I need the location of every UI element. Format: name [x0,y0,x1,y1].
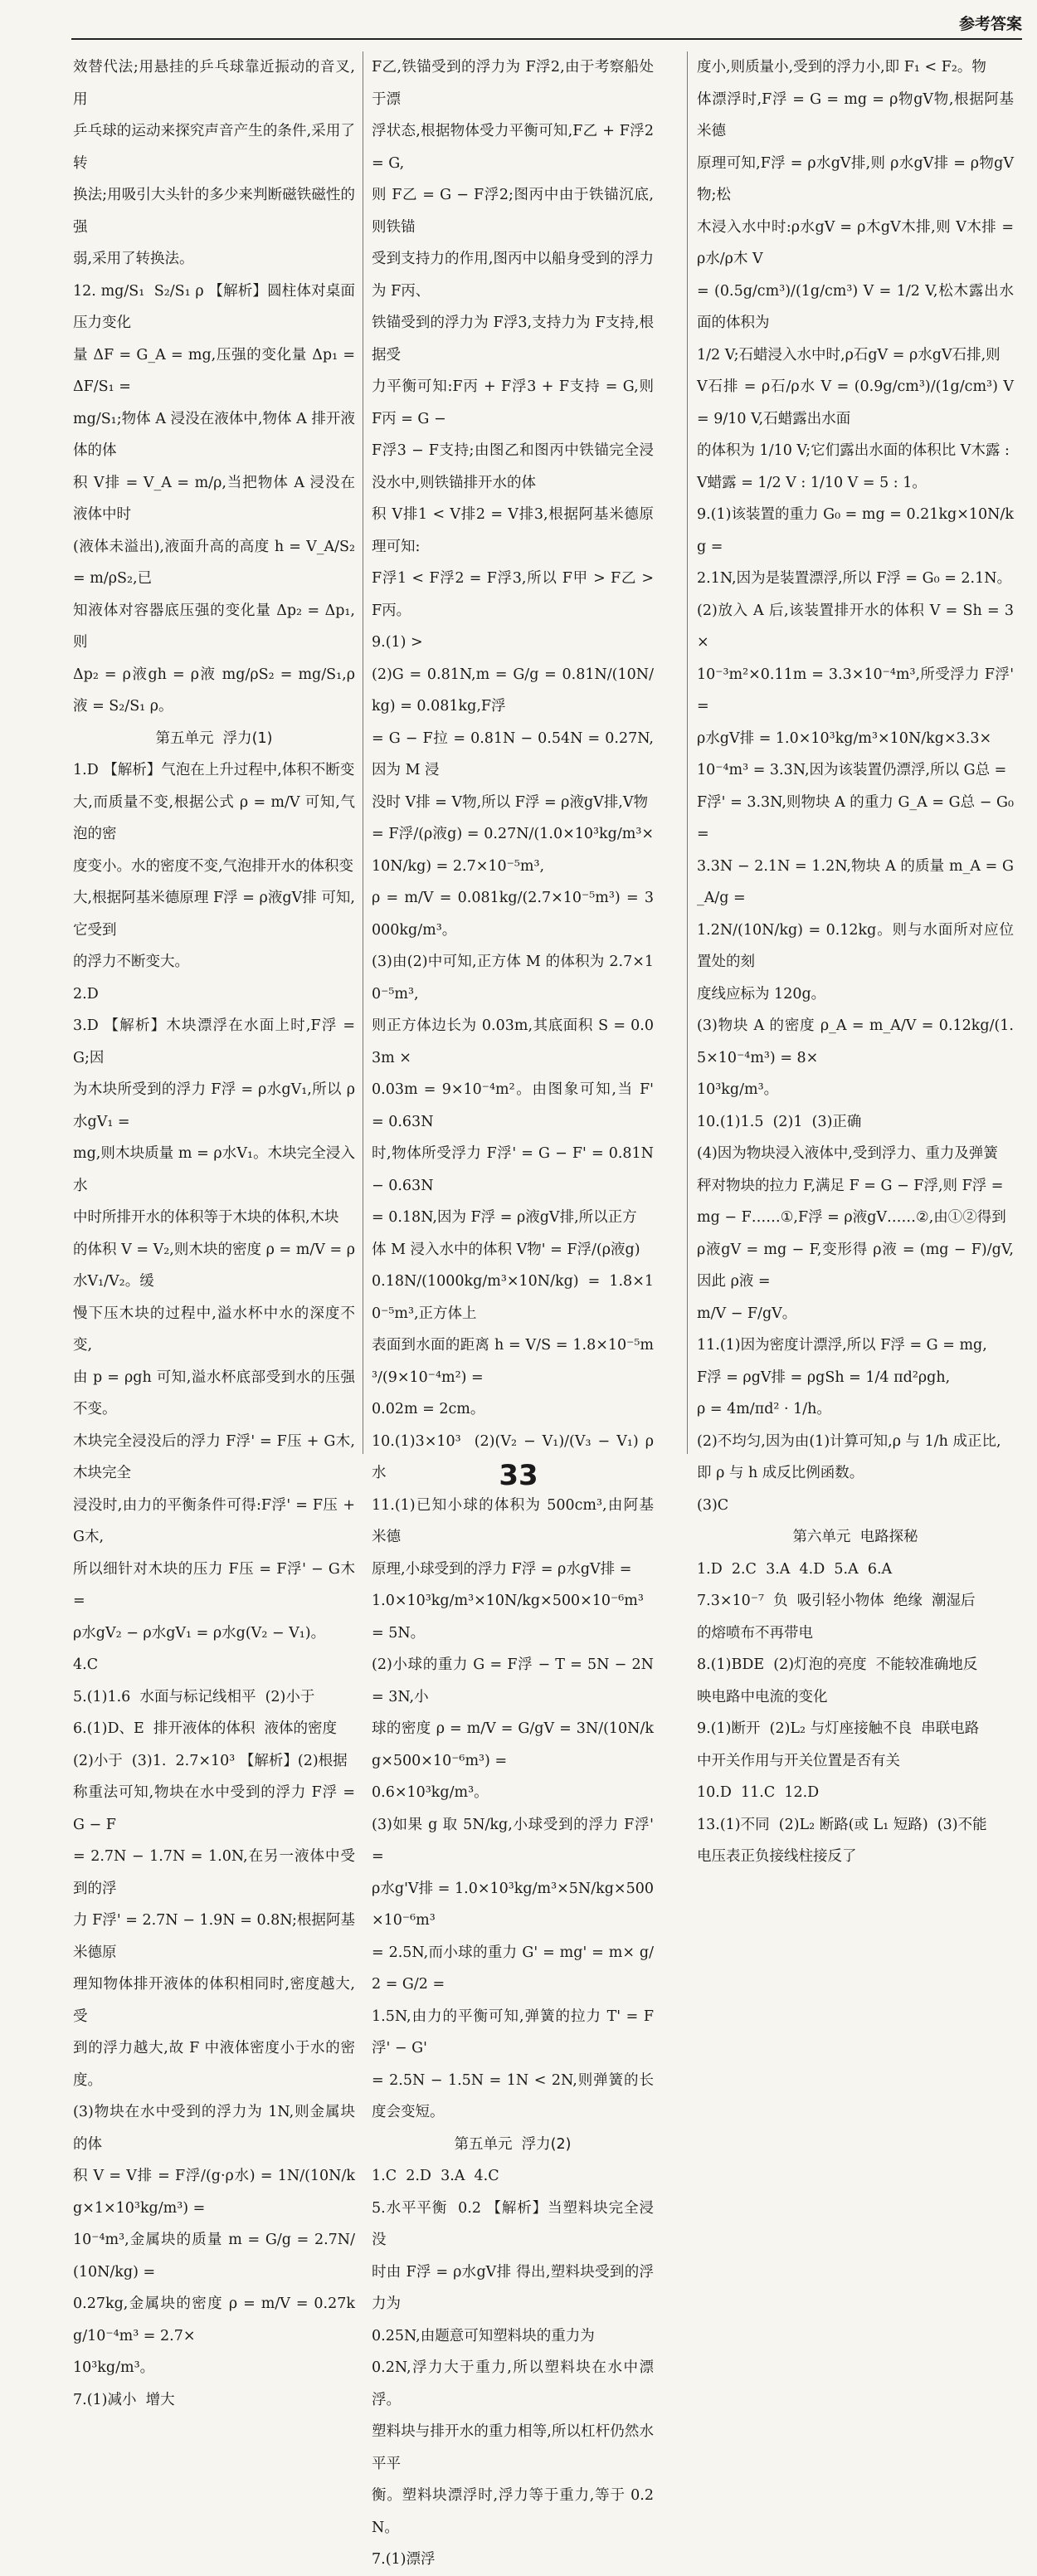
text-line: 木块完全浸没后的浮力 F浮' = F压 + G木,木块完全 [73,1432,355,1481]
text-line: 体 M 浸入水中的体积 V物' = F浮/(ρ液g) [372,1241,640,1258]
text-line: 量 ΔF = G_A = mg,压强的变化量 Δp₁ = ΔF/S₁ = [73,346,360,395]
text-line: 效替代法;用悬挂的乒乓球靠近振动的音叉,用 [73,59,355,108]
text-line: 所以细针对木块的压力 F压 = F浮' − G木 = [73,1560,360,1609]
text-line: 时由 F浮 = ρ水gV排 得出,塑料块受到的浮力为 [372,2263,654,2312]
page-number: 33 [499,1459,538,1492]
text-line: 原理,小球受到的浮力 F浮 = ρ水gV排 = [372,1560,632,1578]
text-line: 5.(1)1.6 水面与标记线相平 (2)小于 [73,1688,315,1705]
text-line: V石排 = ρ石/ρ水 V = (0.9g/cm³)/(1g/cm³) V = 9/10 V,石蜡露出水面 [697,378,1019,427]
text-line: 1.C 2.D 3.A 4.C [372,2168,499,2184]
text-line: (3)如果 g 取 5N/kg,小球受到的浮力 F浮' = [372,1816,659,1865]
text-line: 则正方体边长为 0.03m,其底面积 S = 0.03m × [372,1017,654,1066]
text-line: 积 V排1 < V排2 = V排3,根据阿基米德原理可知: [372,506,654,555]
text-line: ρ = m/V = 0.081kg/(2.7×10⁻⁵m³) = 3000kg/m³。 [372,890,654,939]
text-line: 2.1N,因为是装置漂浮,所以 F浮 = G₀ = 2.1N。 [697,570,1012,587]
text-line: 体漂浮时,F浮 = G = mg = ρ物gV物,根据阿基米德 [697,90,1014,139]
text-line: 浸没时,由力的平衡条件可得:F浮' = F压 + G木, [73,1496,360,1545]
text-line: 1.D 2.C 3.A 4.D 5.A 6.A [697,1560,893,1578]
text-line: 10.(1)3×10³ (2)(V₂ − V₁)/(V₃ − V₁) ρ水 [372,1432,654,1481]
text-line: 6.(1)D、E 排开液体的体积 液体的密度 [73,1720,338,1737]
text-line: 为木块所受到的浮力 F浮 = ρ水gV₁,所以 ρ水gV₁ = [73,1081,355,1130]
text-line: Δp₂ = ρ液gh = ρ液 mg/ρS₂ = mg/S₁,ρ液 = S₂/S₁ ρ。 [73,666,355,715]
text-line: 电压表正负接线柱接反了 [697,1848,857,1865]
text-line: = 2.5N − 1.5N = 1N < 2N,则弹簧的长度会变短。 [372,2071,654,2120]
text-line: 0.2N,浮力大于重力,所以塑料块在水中漂浮。 [372,2359,654,2408]
text-line: 原理可知,F浮 = ρ水gV排,则 ρ水gV排 = ρ物gV物;松 [697,154,1014,203]
text-line: 积 V = V排 = F浮/(g·ρ水) = 1N/(10N/kg×1×10³kg/m³) = [73,2168,355,2217]
text-line: 11.(1)已知小球的体积为 500cm³,由阿基米德 [372,1496,654,1545]
text-line: 3.3N − 2.1N = 1.2N,物块 A 的质量 m_A = G_A/g = [697,857,1014,906]
text-line: 0.27kg,金属块的密度 ρ = m/V = 0.27kg/10⁻⁴m³ = 2.7× [73,2295,355,2344]
text-line: 即 ρ 与 h 成反比例函数。 [697,1465,864,1481]
text-line: ρ水g'V排 = 1.0×10³kg/m³×5N/kg×500×10⁻⁶m³ [372,1880,654,1929]
text-line: 力 F浮' = 2.7N − 1.9N = 0.8N;根据阿基米德原 [73,1912,355,1961]
text-line: 时,物体所受浮力 F浮' = G − F' = 0.81N − 0.63N [372,1145,659,1194]
text-line: 慢下压木块的过程中,溢水杯中水的深度不变, [73,1305,355,1354]
text-line: 大,而质量不变,根据公式 ρ = m/V 可知,气泡的密 [73,793,355,842]
text-line: 则 F乙 = G − F浮2;图丙中由于铁锚沉底,则铁锚 [372,187,654,236]
page-header-label: 参考答案 [958,15,1022,33]
text-line: mg/S₁;物体 A 浸没在液体中,物体 A 排开液体的体 [73,410,355,459]
text-line: = (0.5g/cm³)/(1g/cm³) V = 1/2 V,松木露出水面的体积为 [697,282,1014,331]
text-line: 13.(1)不同 (2)L₂ 断路(或 L₁ 短路) (3)不能 [697,1816,987,1833]
text-line: (2)放入 A 后,该装置排开水的体积 V = Sh = 3× [697,602,1014,651]
text-line: 10⁻⁴m³,金属块的质量 m = G/g = 2.7N/(10N/kg) = [73,2232,355,2281]
text-line: ρ = 4m/πd² · 1/h。 [697,1401,831,1417]
section-heading: 第五单元 浮力(1) [155,729,273,747]
text-line: 1.D 【解析】气泡在上升过程中,体积不断变 [73,762,355,778]
text-column-left [73,51,360,2416]
text-line: 8.(1)BDE (2)灯泡的亮度 不能较准确地反 [697,1656,978,1673]
text-line: 力平衡可知:F丙 + F浮3 + F支持 = G,则 F丙 = G − [372,378,659,427]
text-line: V蜡露 = 1/2 V : 1/10 V = 5 : 1。 [697,474,927,491]
text-line: ρ液gV = mg − F,变形得 ρ液 = (mg − F)/gV,因此 ρ液 = [697,1241,1014,1290]
text-line: F乙,铁锚受到的浮力为 F浮2,由于考察船处于漂 [372,59,654,108]
text-line: F浮 = ρgV排 = ρgSh = 1/4 πd²ρgh, [697,1368,951,1386]
text-line: 12. mg/S₁ S₂/S₁ ρ 【解析】圆柱体对桌面压力变化 [73,282,355,331]
text-line: 10⁻⁴m³ = 3.3N,因为该装置仍漂浮,所以 G总 = [697,762,1007,778]
text-line: 的体积为 1/10 V;它们露出水面的体积比 V木露 : [697,442,1010,459]
text-line: 10.(1)1.5 (2)1 (3)正确 [697,1113,862,1130]
text-line: 中开关作用与开关位置是否有关 [697,1752,900,1769]
text-line: 弱,采用了转换法。 [73,251,194,267]
text-line: = 2.7N − 1.7N = 1.0N,在另一液体中受到的浮 [73,1848,355,1897]
section-heading: 第六单元 电路探秘 [792,1529,918,1545]
text-line: 知液体对容器底压强的变化量 Δp₂ = Δp₁,则 [73,602,355,651]
text-line: (2)不均匀,因为由(1)计算可知,ρ 与 1/h 成正比, [697,1432,1001,1450]
text-line: (2)小于 (3)1. 2.7×10³ 【解析】(2)根据 [73,1752,348,1769]
text-line: 0.25N,由题意可知塑料块的重力为 [372,2327,595,2344]
text-line: = F浮/(ρ液g) = 0.27N/(1.0×10³kg/m³×10N/kg) = 2.7×10⁻⁵m³, [372,826,654,875]
text-line: 10³kg/m³。 [73,2359,155,2376]
text-line: 没时 V排 = V物,所以 F浮 = ρ液gV排,V物 [372,793,649,811]
text-line: 由 p = ρgh 可知,溢水杯底部受到水的压强不变。 [73,1368,355,1417]
text-line: 衡。塑料块漂浮时,浮力等于重力,等于 0.2N。 [372,2487,654,2536]
text-line: F浮1 < F浮2 = F浮3,所以 F甲 > F乙 > F丙。 [372,570,659,619]
text-line: 乒乓球的运动来探究声音产生的条件,采用了转 [73,123,355,172]
text-line: mg − F……①,F浮 = ρ液gV……②,由①②得到 [697,1209,1006,1226]
text-line: 1.0×10³kg/m³×10N/kg×500×10⁻⁶m³ = 5N。 [372,1593,649,1642]
text-line: 浮状态,根据物体受力平衡可知,F乙 + F浮2 = G, [372,123,659,172]
text-column-right [697,51,1019,1873]
text-line: 7.(1)减小 增大 [73,2391,175,2408]
text-line: 度线应标为 120g。 [697,985,826,1003]
text-line: 映电路中电流的变化 [697,1688,828,1705]
text-line: (3)C [697,1496,729,1514]
text-line: 1/2 V;石蜡浸入水中时,ρ石gV = ρ水gV石排,则 [697,346,1000,363]
text-line: 9.(1)断开 (2)L₂ 与灯座接触不良 串联电路 [697,1720,980,1737]
text-line: 9.(1) > [372,634,423,651]
text-line: 大,根据阿基米德原理 F浮 = ρ液gV排 可知,它受到 [73,890,355,939]
text-line: 10⁻³m²×0.11m = 3.3×10⁻⁴m³,所受浮力 F浮' = [697,666,1019,715]
text-line: 0.02m = 2cm。 [372,1401,485,1417]
text-line: F浮' = 3.3N,则物块 A 的重力 G_A = G总 − G₀ = [697,793,1019,842]
text-line: F浮3 − F支持;由图乙和图丙中铁锚完全浸没水中,则铁锚排开水的体 [372,442,654,491]
text-line: 7.(1)漂浮 [372,2551,436,2568]
text-line: (液体未溢出),液面升高的高度 h = V_A/S₂ = m/ρS₂,已 [73,538,360,587]
header-rule [71,38,1022,40]
text-line: 中时所排开水的体积等于木块的体积,木块 [73,1209,339,1226]
text-line: ρ水gV₂ − ρ水gV₁ = ρ水g(V₂ − V₁)。 [73,1624,326,1642]
text-line: 3.D 【解析】木块漂浮在水面上时,F浮 = G;因 [73,1017,360,1066]
text-line: 球的密度 ρ = m/V = G/gV = 3N/(10N/kg×500×10⁻⁶m³) = [372,1720,654,1769]
text-line: mg,则木块质量 m = ρ水V₁。木块完全浸入水 [73,1145,355,1194]
text-line: 0.6×10³kg/m³。 [372,1784,489,1801]
text-line: 11.(1)因为密度计漂浮,所以 F浮 = G = mg, [697,1337,987,1354]
text-line: 塑料块与排开水的重力相等,所以杠杆仍然水平平 [372,2423,654,2472]
text-line: 1.2N/(10N/kg) = 0.12kg。则与水面所对应位置处的刻 [697,921,1014,970]
text-line: = G − F拉 = 0.81N − 0.54N = 0.27N,因为 M 浸 [372,729,654,778]
text-line: 的熔喷布不再带电 [697,1624,813,1642]
text-line: 的体积 V = V₂,则木块的密度 ρ = m/V = ρ水V₁/V₂。缓 [73,1241,355,1290]
text-line: = 0.18N,因为 F浮 = ρ液gV排,所以正方 [372,1209,637,1226]
text-line: 积 V排 = V_A = m/ρ,当把物体 A 浸没在液体中时 [73,474,355,523]
text-line: ρ水gV排 = 1.0×10³kg/m³×10N/kg×3.3× [697,729,992,747]
text-line: (2)小球的重力 G = F浮 − T = 5N − 2N = 3N,小 [372,1656,659,1705]
text-line: 0.18N/(1000kg/m³×10N/kg) = 1.8×10⁻⁵m³,正方体上 [372,1273,654,1322]
text-line: (4)因为物块浸入液体中,受到浮力、重力及弹簧 [697,1145,998,1162]
text-line: 理知物体排开液体的体积相同时,密度越大,受 [73,1976,355,2025]
text-line: 受到支持力的作用,图丙中以船身受到的浮力为 F丙、 [372,251,654,300]
text-line: 木浸入水中时:ρ水gV = ρ木gV木排,则 V木排 = ρ水/ρ木 V [697,218,1019,267]
text-line: 1.5N,由力的平衡可知,弹簧的拉力 T' = F浮' − G' [372,2008,654,2056]
section-heading: 第五单元 浮力(2) [454,2135,572,2153]
text-line: = 2.5N,而小球的重力 G' = mg' = m× g/2 = G/2 = [372,1944,654,1993]
text-line: 秤对物块的拉力 F,满足 F = G − F浮,则 F浮 = [697,1177,1004,1194]
text-line: 10³kg/m³。 [697,1081,779,1098]
text-line: 7.3×10⁻⁷ 负 吸引轻小物体 绝缘 潮湿后 [697,1593,976,1609]
column-divider [687,51,688,1454]
text-line: 度变小。水的密度不变,气泡排开水的体积变 [73,857,354,875]
text-line: 10.D 11.C 12.D [697,1784,820,1801]
text-line: (2)G = 0.81N,m = G/g = 0.81N/(10N/kg) = 0.081kg,F浮 [372,666,654,715]
text-line: m/V − F/gV。 [697,1305,797,1322]
text-line: 表面到水面的距离 h = V/S = 1.8×10⁻⁵m³/(9×10⁻⁴m²) = [372,1337,654,1386]
text-line: 称重法可知,物块在水中受到的浮力 F浮 = G − F [73,1784,360,1833]
text-line: (3)物块在水中受到的浮力为 1N,则金属块的体 [73,2104,355,2153]
text-line: 到的浮力越大,故 F 中液体密度小于水的密度。 [73,2040,355,2089]
text-line: 2.D [73,985,99,1003]
text-line: (3)物块 A 的密度 ρ_A = m_A/V = 0.12kg/(1.5×10⁻⁴m³) = 8× [697,1017,1014,1066]
text-line: 0.03m = 9×10⁻⁴m²。由图象可知,当 F' = 0.63N [372,1081,659,1130]
text-column-middle [372,51,659,2576]
text-line: 4.C [73,1656,99,1673]
text-line: 度小,则质量小,受到的浮力小,即 F₁ < F₂。物 [697,59,986,76]
text-line: 9.(1)该装置的重力 G₀ = mg = 0.21kg×10N/kg = [697,506,1014,555]
text-line: (3)由(2)中可知,正方体 M 的体积为 2.7×10⁻⁵m³, [372,954,654,1003]
text-line: 5.水平平衡 0.2 【解析】当塑料块完全浸没 [372,2199,654,2248]
text-line: 换法;用吸引大头针的多少来判断磁铁磁性的强 [73,187,355,236]
text-line: 的浮力不断变大。 [73,954,189,970]
text-line: 铁锚受到的浮力为 F浮3,支持力为 F支持,根据受 [372,315,654,363]
